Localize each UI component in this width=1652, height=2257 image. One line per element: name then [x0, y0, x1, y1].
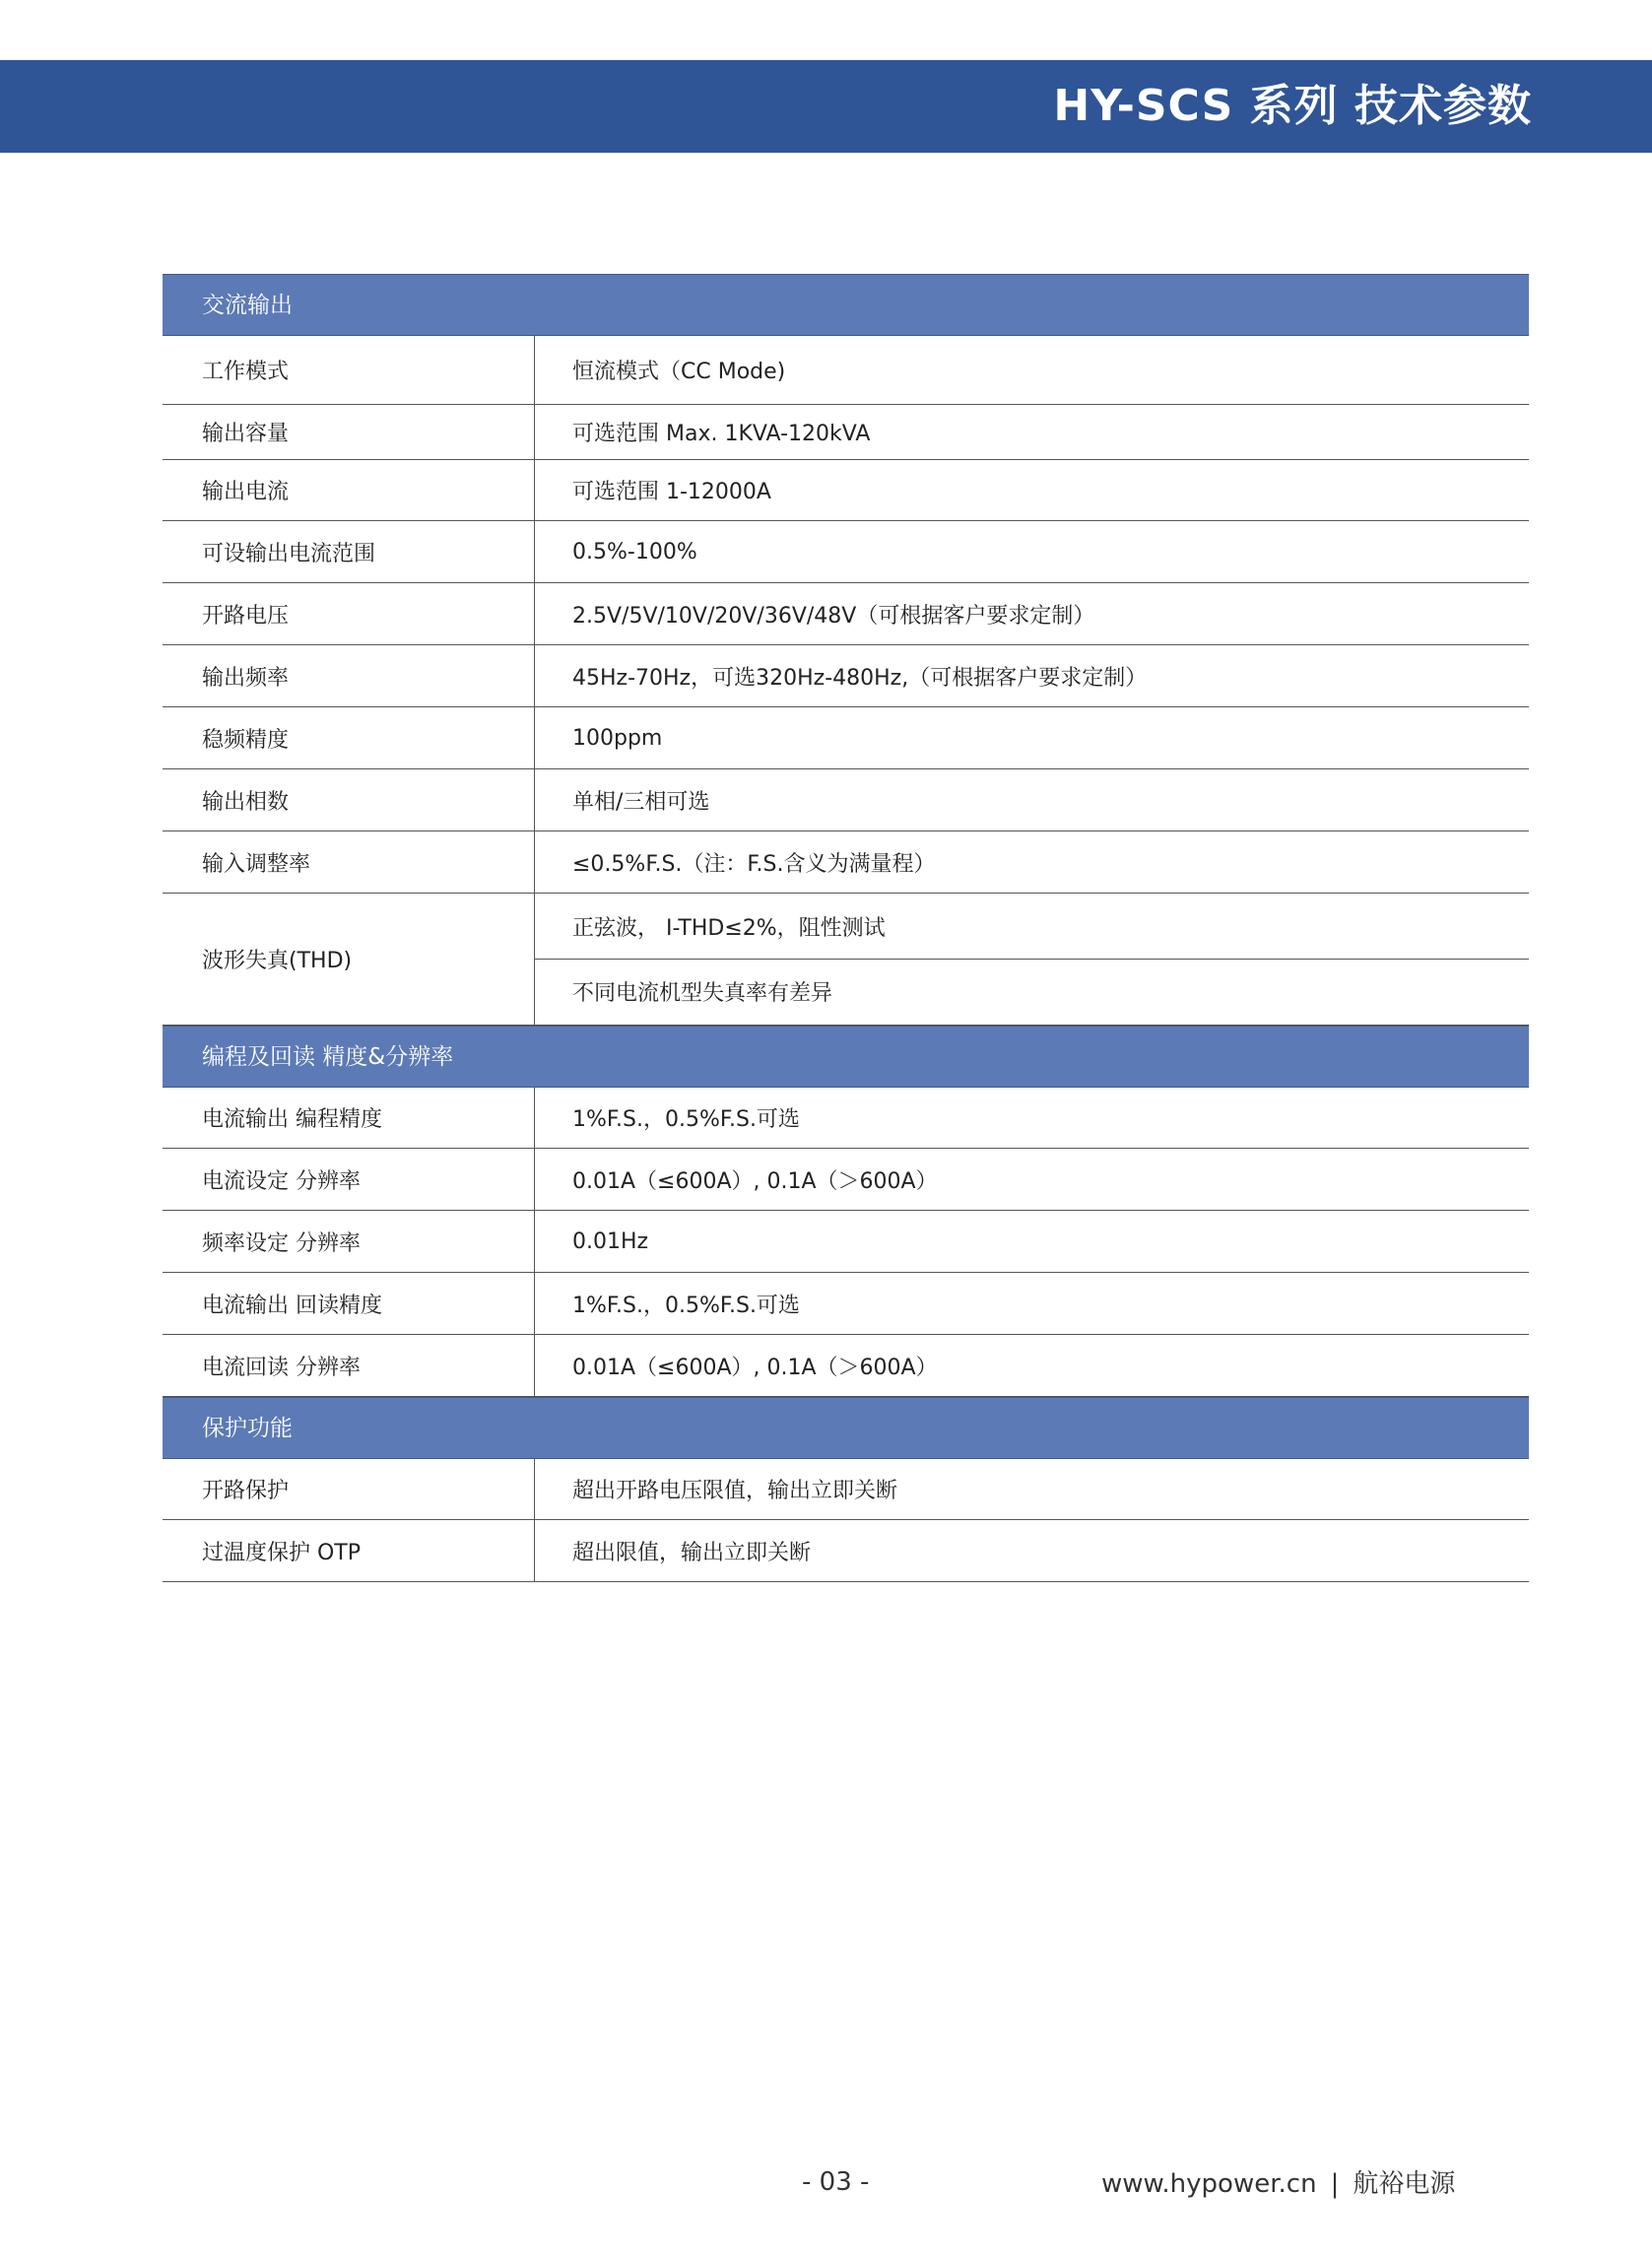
spec-row [163, 405, 1529, 460]
header-band [0, 60, 1652, 153]
spec-value: 2.5V/5V/10V/20V/36V/48V（可根据客户要求定制） [572, 603, 1095, 629]
spec-row [163, 460, 1529, 521]
spec-row [163, 1520, 1529, 1582]
spec-label: 频率设定 分辨率 [163, 1211, 535, 1272]
footer-contact [1101, 2163, 1455, 2200]
spec-label: 电流回读 分辨率 [163, 1335, 535, 1396]
spec-label: 电流输出 回读精度 [163, 1273, 535, 1334]
page-number: - 03 - [802, 2167, 870, 2197]
spec-label: 稳频精度 [163, 707, 535, 768]
spec-value: 100ppm [572, 725, 663, 751]
spec-row [163, 1149, 1529, 1211]
spec-value: 0.01A（≤600A）, 0.1A（＞600A） [572, 1168, 938, 1194]
spec-label: 开路保护 [163, 1459, 535, 1519]
spec-table [163, 274, 1529, 1582]
spec-row [163, 583, 1529, 645]
section-header: 交流输出 [163, 274, 1529, 336]
spec-label: 工作模式 [163, 336, 535, 404]
spec-label: 输出相数 [163, 769, 535, 830]
spec-row [163, 894, 1529, 1026]
spec-row [163, 645, 1529, 707]
spec-value: 1%F.S.，0.5%F.S.可选 [572, 1293, 800, 1318]
spec-label: 开路电压 [163, 583, 535, 644]
spec-row [163, 521, 1529, 583]
spec-value: 超出限值，输出立即关断 [572, 1540, 812, 1565]
spec-label: 输出频率 [163, 645, 535, 706]
section-header: 编程及回读 精度&分辨率 [163, 1026, 1529, 1088]
spec-value: 单相/三相可选 [572, 789, 710, 815]
spec-row [163, 707, 1529, 769]
section-header: 保护功能 [163, 1397, 1529, 1459]
footer-separator: | [1330, 2169, 1340, 2199]
spec-value: 正弦波， I-THD≤2%，阻性测试 [572, 915, 886, 941]
spec-value: 不同电流机型失真率有差异 [535, 959, 1529, 1024]
spec-row [163, 1088, 1529, 1149]
spec-label: 过温度保护 OTP [163, 1520, 535, 1581]
spec-value-group [535, 894, 1529, 1025]
spec-label: 可设输出电流范围 [163, 521, 535, 582]
spec-value: 45Hz-70Hz，可选320Hz-480Hz,（可根据客户要求定制） [572, 665, 1148, 691]
company-name: 航裕电源 [1353, 2169, 1456, 2199]
spec-value: 超出开路电压限值，输出立即关断 [572, 1479, 898, 1503]
spec-value: ≤0.5%F.S.（注：F.S.含义为满量程） [572, 851, 936, 877]
spec-value: 0.01A（≤600A）, 0.1A（＞600A） [572, 1355, 938, 1380]
spec-row [163, 769, 1529, 831]
spec-value: 0.5%-100% [572, 539, 697, 564]
spec-value: 0.01Hz [572, 1228, 649, 1254]
spec-value: 可选范围 1-12000A [572, 480, 771, 504]
spec-label: 输出电流 [163, 460, 535, 520]
spec-value: 恒流模式（CC Mode) [572, 360, 786, 384]
spec-label: 波形失真(THD) [163, 894, 535, 1025]
page-title: HY-SCS 系列 技术参数 [1053, 81, 1532, 131]
spec-label: 输入调整率 [163, 831, 535, 893]
spec-label: 电流输出 编程精度 [163, 1088, 535, 1148]
spec-value: 可选范围 Max. 1KVA-120kVA [572, 422, 871, 446]
spec-label: 输出容量 [163, 405, 535, 459]
spec-label: 电流设定 分辨率 [163, 1149, 535, 1210]
website-link[interactable]: www.hypower.cn [1101, 2169, 1317, 2199]
spec-row [163, 1273, 1529, 1335]
spec-row [163, 831, 1529, 894]
spec-row [163, 1459, 1529, 1520]
spec-row [163, 1211, 1529, 1273]
spec-row [163, 336, 1529, 405]
spec-value: 1%F.S.，0.5%F.S.可选 [572, 1107, 800, 1132]
spec-row [163, 1335, 1529, 1397]
